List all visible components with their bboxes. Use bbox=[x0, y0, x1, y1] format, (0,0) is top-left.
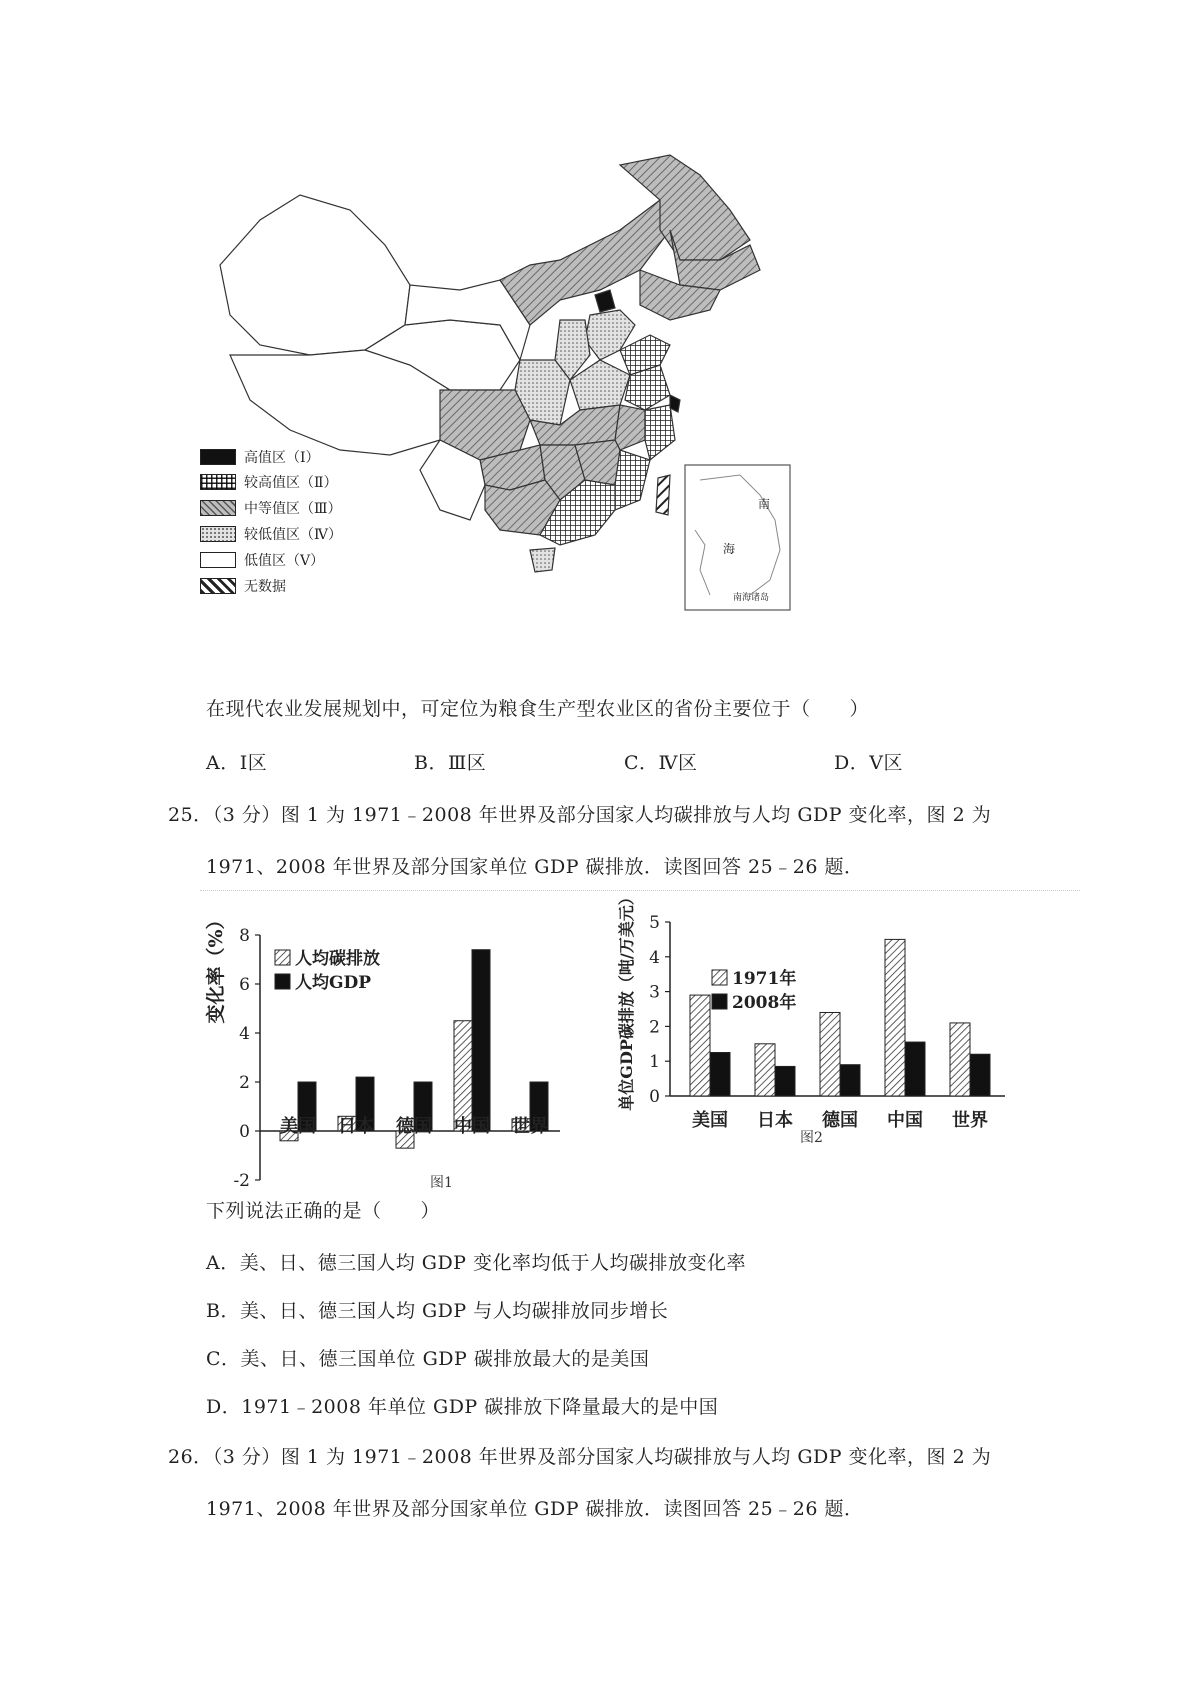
q26-line1 bbox=[168, 1442, 991, 1469]
x-tick-label: 中国 bbox=[454, 1116, 490, 1137]
legend-swatch bbox=[275, 974, 290, 989]
y-tick-label: 3 bbox=[649, 982, 660, 1003]
bar-人均碳排放-中国 bbox=[454, 1021, 472, 1131]
legend-swatch-grid bbox=[200, 474, 236, 490]
q25-option-a[interactable] bbox=[206, 1248, 746, 1275]
x-tick-label: 美国 bbox=[692, 1110, 728, 1131]
legend-item-6: 无数据 bbox=[200, 576, 286, 596]
legend-swatch bbox=[712, 994, 727, 1009]
y-tick-label: 4 bbox=[649, 947, 660, 968]
chart2-svg bbox=[617, 880, 1100, 1180]
legend-swatch-heavyhatch bbox=[200, 578, 236, 594]
option-key: A． bbox=[206, 1252, 240, 1274]
q25-line2: 1971、2008 年世界及部分国家单位 GDP 碳排放．读图回答 25﹣26 题． bbox=[206, 856, 864, 878]
region-taiwan bbox=[656, 475, 670, 515]
bar-1971年-日本 bbox=[755, 1044, 775, 1096]
legend-label: 1971年 bbox=[732, 969, 797, 989]
legend-swatch bbox=[275, 950, 290, 965]
option-key: A． bbox=[206, 752, 240, 774]
south-sea-inset bbox=[685, 465, 790, 610]
chart1-figure bbox=[200, 895, 630, 1195]
x-tick-label: 世界 bbox=[952, 1110, 988, 1131]
option-key: B． bbox=[206, 1300, 240, 1322]
y-tick-label: 1 bbox=[649, 1052, 660, 1073]
region-anhui bbox=[615, 405, 645, 450]
bar-人均GDP-中国 bbox=[472, 950, 490, 1131]
region-shandong bbox=[620, 335, 670, 375]
q26-text-line1: 图 1 为 1971﹣2008 年世界及部分国家人均碳排放与人均 GDP 变化率，图 2 为 bbox=[280, 1446, 992, 1468]
y-tick-label: 6 bbox=[239, 975, 250, 995]
bar-1971年-世界 bbox=[950, 1023, 970, 1096]
legend-item-1: 高值区（Ⅰ） bbox=[200, 447, 320, 467]
inset-label-sea: 海 bbox=[723, 542, 736, 556]
legend-label: 2008年 bbox=[732, 993, 797, 1013]
y-tick-label: -2 bbox=[233, 1171, 250, 1191]
inset-label-south: 南 bbox=[758, 497, 771, 511]
q25-score: （3 分） bbox=[212, 804, 281, 826]
chart-caption: 图2 bbox=[800, 1130, 823, 1146]
option-key: D． bbox=[206, 1396, 242, 1418]
chart2-figure bbox=[617, 880, 1100, 1180]
q25-option-d[interactable] bbox=[206, 1392, 718, 1419]
q26-line2: 1971、2008 年世界及部分国家单位 GDP 碳排放．读图回答 25﹣26 题． bbox=[206, 1498, 864, 1520]
region-fujian bbox=[615, 450, 650, 510]
q25-number: 25． bbox=[168, 804, 213, 826]
legend-item-2: 较高值区（Ⅱ） bbox=[200, 472, 338, 492]
q25-question: 下列说法正确的是（ ） bbox=[206, 1200, 441, 1222]
legend-item-4: 较低值区（Ⅳ） bbox=[200, 524, 342, 544]
y-tick-label: 2 bbox=[649, 1017, 660, 1038]
q26-number: 26． bbox=[168, 1446, 213, 1468]
x-tick-label: 中国 bbox=[887, 1110, 923, 1131]
q25-option-c[interactable] bbox=[206, 1344, 649, 1371]
option-key: B． bbox=[414, 752, 448, 774]
x-tick-label: 日本 bbox=[338, 1116, 374, 1137]
q24-option-c[interactable] bbox=[624, 748, 698, 775]
legend-swatch-dots bbox=[200, 526, 236, 542]
q25-option-b[interactable] bbox=[206, 1296, 668, 1323]
q26-score: （3 分） bbox=[212, 1446, 281, 1468]
option-text: Ⅲ区 bbox=[447, 752, 487, 774]
option-key: C． bbox=[624, 752, 659, 774]
legend-item-5: 低值区（Ⅴ） bbox=[200, 550, 324, 570]
region-beijing bbox=[595, 290, 615, 312]
y-tick-label: 0 bbox=[239, 1122, 250, 1142]
q24-option-a[interactable] bbox=[206, 748, 267, 775]
y-tick-label: 5 bbox=[649, 913, 660, 933]
inset-label-islands: 南海诸岛 bbox=[733, 593, 770, 603]
region-xinjiang bbox=[220, 195, 410, 355]
option-key: C． bbox=[206, 1348, 241, 1370]
y-axis-label: 变化率（%） bbox=[205, 910, 227, 1024]
option-text: Ⅴ区 bbox=[869, 752, 903, 774]
x-tick-label: 德国 bbox=[822, 1110, 858, 1131]
region-shanghai bbox=[670, 395, 680, 412]
q24-stem: 在现代农业发展规划中，可定位为粮食生产型农业区的省份主要位于（ ） bbox=[206, 698, 870, 720]
bar-2008年-世界 bbox=[970, 1054, 990, 1096]
legend-item-3: 中等值区（Ⅲ） bbox=[200, 498, 342, 518]
x-tick-label: 日本 bbox=[757, 1110, 793, 1131]
legend-swatch-solid bbox=[200, 449, 236, 465]
china-map-figure bbox=[200, 150, 800, 620]
legend-swatch bbox=[712, 970, 727, 985]
y-tick-label: 4 bbox=[239, 1024, 250, 1044]
bar-1971年-美国 bbox=[690, 995, 710, 1096]
x-tick-label: 美国 bbox=[280, 1116, 316, 1137]
q25-line1 bbox=[168, 800, 991, 827]
y-axis-label: 单位GDP碳排放（吨/万美元） bbox=[617, 889, 636, 1111]
y-tick-label: 2 bbox=[239, 1073, 250, 1093]
option-text: 美、日、德三国人均 GDP 与人均碳排放同步增长 bbox=[239, 1300, 669, 1322]
bar-1971年-中国 bbox=[885, 939, 905, 1096]
q24-option-b[interactable] bbox=[414, 748, 486, 775]
legend-swatch-hatch bbox=[200, 500, 236, 516]
y-tick-label: 0 bbox=[649, 1087, 660, 1107]
chart-caption: 图1 bbox=[430, 1175, 453, 1191]
option-key: D． bbox=[834, 752, 870, 774]
option-text: Ⅳ区 bbox=[658, 752, 698, 774]
bar-2008年-德国 bbox=[840, 1065, 860, 1096]
region-hainan bbox=[530, 548, 555, 572]
option-text: 美、日、德三国人均 GDP 变化率均低于人均碳排放变化率 bbox=[239, 1252, 747, 1274]
option-text: 1971﹣2008 年单位 GDP 碳排放下降量最大的是中国 bbox=[241, 1396, 719, 1418]
region-zhejiang bbox=[645, 405, 675, 460]
y-tick-label: 8 bbox=[239, 926, 250, 946]
x-tick-label: 德国 bbox=[396, 1116, 432, 1137]
bar-2008年-日本 bbox=[775, 1066, 795, 1096]
q25-text-line1: 图 1 为 1971﹣2008 年世界及部分国家人均碳排放与人均 GDP 变化率，图 2 为 bbox=[280, 804, 992, 826]
option-text: 美、日、德三国单位 GDP 碳排放最大的是美国 bbox=[240, 1348, 650, 1370]
chart1-svg bbox=[200, 895, 630, 1195]
legend-swatch-blank bbox=[200, 552, 236, 568]
option-text: Ⅰ区 bbox=[239, 752, 268, 774]
legend-label: 人均GDP bbox=[295, 973, 372, 993]
x-tick-label: 世界 bbox=[512, 1116, 548, 1137]
legend-label: 人均碳排放 bbox=[295, 949, 380, 969]
q24-option-d[interactable] bbox=[834, 748, 903, 775]
bar-2008年-中国 bbox=[905, 1042, 925, 1096]
bar-1971年-德国 bbox=[820, 1012, 840, 1096]
bar-2008年-美国 bbox=[710, 1053, 730, 1097]
